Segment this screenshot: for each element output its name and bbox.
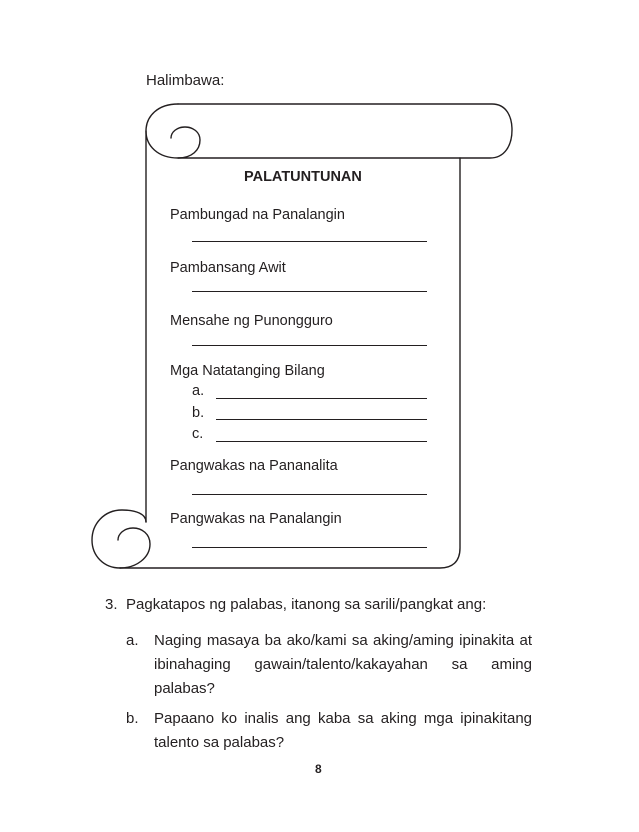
answer-line — [192, 290, 427, 292]
program-item-closing-prayer: Pangwakas na Panalangin — [170, 511, 342, 527]
program-item-special-numbers: Mga Natatanging Bilang — [170, 363, 325, 379]
answer-line — [192, 344, 427, 346]
subitem-letter-a: a. — [126, 632, 139, 649]
subitem-letter-b: b. — [126, 710, 139, 727]
answer-line — [192, 546, 427, 548]
answer-line — [216, 418, 427, 420]
sub-item-letter: c. — [192, 426, 204, 442]
answer-line — [192, 240, 427, 242]
program-title: PALATUNTUNAN — [244, 169, 362, 185]
page-number: 8 — [315, 762, 322, 776]
sub-item-letter: b. — [192, 405, 205, 421]
answer-line — [216, 440, 427, 442]
question-text: Pagkatapos ng palabas, itanong sa sarili/pangkat ang: — [126, 596, 487, 613]
program-item-opening-prayer: Pambungad na Panalangin — [170, 207, 345, 223]
program-item-closing-remarks: Pangwakas na Pananalita — [170, 458, 338, 474]
subitem-text-a: Naging masaya ba ako/kami sa aking/aming ipinakita at ibinahaging gawain/talento/kakayahan sa aming palabas? — [154, 632, 532, 697]
example-label: Halimbawa: — [146, 72, 225, 89]
question-number: 3. — [105, 596, 118, 613]
sub-item-letter: a. — [192, 383, 205, 399]
program-item-national-anthem: Pambansang Awit — [170, 260, 286, 276]
program-item-principal-message: Mensahe ng Punongguro — [170, 313, 333, 329]
answer-line — [216, 397, 427, 399]
answer-line — [192, 493, 427, 495]
subitem-text-b: Papaano ko inalis ang kaba sa aking mga ipinakitang talento sa palabas? — [154, 710, 532, 751]
